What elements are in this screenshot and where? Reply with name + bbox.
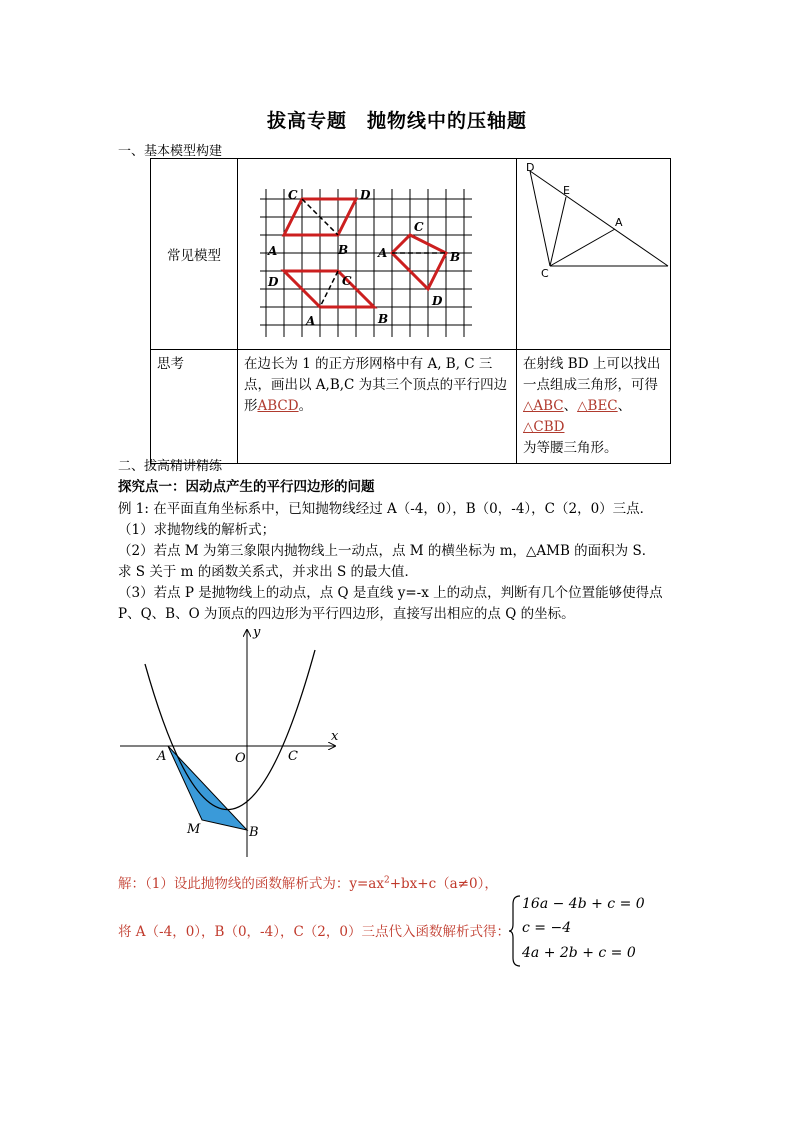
tri-label-d: D: [526, 161, 535, 174]
solution-line-1: [118, 872, 498, 892]
label-b2: B: [450, 250, 461, 264]
tri-label-e: E: [563, 184, 570, 197]
example-line-1: 例 1: 在平面直角坐标系中，已知抛物线经过 A（-4，0），B（0，-4），C（2，0）三点．: [118, 501, 654, 517]
row-label-models-text: 常见模型: [167, 248, 221, 264]
topic-heading: 探究点一：因动点产生的平行四边形的问题: [118, 479, 375, 495]
label-d2: D: [432, 294, 443, 308]
label-c2: C: [414, 220, 424, 234]
graph-label-m: M: [187, 822, 201, 837]
example-line-2: （1）求抛物线的解析式；: [118, 522, 276, 538]
row-label-models: [151, 159, 238, 350]
parabola-curve: [145, 650, 315, 810]
graph-label-y: y: [253, 625, 261, 640]
think2-sep-1: 、: [563, 398, 578, 414]
grid-diagram: [238, 159, 516, 345]
grid-model-cell: [238, 159, 517, 350]
think2-triangle-2: △BEC: [577, 398, 618, 414]
solution-l1-suffix: +bx+c（a≠0），: [389, 876, 498, 892]
label-d3: D: [268, 275, 279, 289]
solution-l1-prefix: 解：（1）设此抛物线的函数解析式为：y=ax: [118, 876, 384, 892]
row-label-think: [151, 350, 238, 464]
tri-label-a: A: [615, 216, 623, 229]
label-a1: A: [268, 244, 278, 258]
think-cell-1: [238, 350, 517, 464]
graph-label-c: C: [288, 749, 298, 764]
think1-suffix: 。: [298, 398, 313, 414]
think2-triangle-1: △ABC: [523, 398, 564, 414]
solution-l1-exponent: 2: [383, 875, 390, 886]
think1-text: 在边长为 1 的正方形网格中有 A, B, C 三点，画出以 A,B,C 为其三个顶点的平行四边形: [244, 356, 508, 414]
example-line-3: （2）若点 M 为第三象限内抛物线上一动点，点 M 的横坐标为 m，△AMB 的面积为 S．: [118, 543, 656, 559]
tri-label-c: C: [541, 267, 549, 280]
label-c1: C: [288, 188, 298, 202]
row-label-think-text: 思考: [157, 356, 184, 372]
think1-answer: ABCD: [257, 398, 299, 414]
label-a3: A: [306, 314, 316, 328]
think2-suffix: 为等腰三角形。: [523, 440, 618, 456]
think2-triangle-3: △CBD: [523, 419, 565, 435]
label-d1: D: [360, 188, 371, 202]
equation-2: c = −4: [522, 920, 572, 936]
solution-line-2: 将 A（-4，0），B（0，-4），C（2，0）三点代入函数解析式得：: [118, 924, 510, 940]
label-a2: A: [378, 246, 388, 260]
think2-text: 在射线 BD 上可以找出一点组成三角形，可得: [523, 356, 661, 393]
section-heading-1: 一、基本模型构建: [118, 144, 223, 159]
example-line-4: 求 S 关于 m 的函数关系式，并求出 S 的最大值．: [118, 564, 419, 580]
think-cell-2: [517, 350, 671, 464]
parallelogram-2: [392, 235, 446, 289]
triangle-model-cell: [517, 159, 671, 350]
graph-label-x: x: [331, 729, 339, 744]
example-line-5: （3）若点 P 是抛物线上的动点，点 Q 是直线 y=-x 上的动点，判断有几个位置能够使得点: [118, 585, 663, 601]
think2-sep-2: 、: [617, 398, 632, 414]
parabola-graph: [115, 622, 345, 862]
section-heading-2: 二、拔高精讲精练: [118, 459, 223, 474]
example-line-6: P、Q、B、O 为顶点的四边形为平行四边形，直接写出相应的点 Q 的坐标。: [118, 606, 575, 622]
graph-label-a: A: [157, 749, 167, 764]
graph-label-b: B: [249, 825, 259, 840]
model-table: [150, 158, 671, 464]
label-c3: C: [342, 274, 352, 288]
graph-label-o: O: [235, 751, 246, 766]
equation-3: 4a + 2b + c = 0: [522, 945, 636, 961]
page-title: 拔高专题 抛物线中的压轴题: [266, 110, 527, 132]
label-b3: B: [378, 312, 389, 326]
label-b1: B: [338, 243, 349, 257]
equation-1: 16a − 4b + c = 0: [522, 896, 645, 912]
triangle-diagram: [517, 159, 670, 345]
